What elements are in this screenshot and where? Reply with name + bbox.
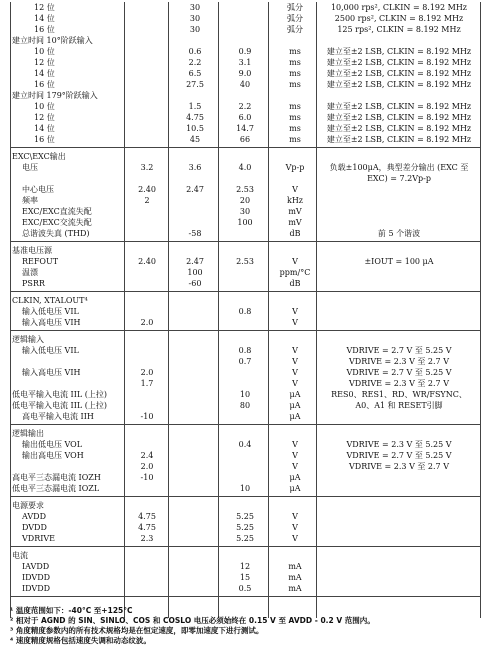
max-value: 0.4 <box>238 440 252 449</box>
test-condition: RES0、RES1、RD、WR/FSYNC、 <box>331 390 467 399</box>
max-value: 4.0 <box>238 163 252 172</box>
table-row <box>0 522 483 533</box>
table-row <box>0 13 483 24</box>
table-row <box>0 472 483 483</box>
param-label: 16 位 <box>34 80 55 89</box>
param-label: PSRR <box>22 279 45 288</box>
max-value: 2.2 <box>238 102 252 111</box>
unit: mV <box>288 218 302 227</box>
unit: ms <box>289 135 301 144</box>
max-value: 5.25 <box>236 523 254 532</box>
min-value: 2.3 <box>140 534 154 543</box>
max-value: 0.9 <box>238 47 252 56</box>
typ-value: 2.47 <box>186 185 204 194</box>
param-label: REFOUT <box>22 257 59 266</box>
min-value: 1.7 <box>140 379 154 388</box>
unit: ms <box>289 102 301 111</box>
param-label: 12 位 <box>34 113 55 122</box>
param-label: 输入高电压 VIH <box>22 368 81 377</box>
unit: V <box>292 307 298 316</box>
unit: 弧分 <box>287 14 303 23</box>
footnote: ³ 角度精度参数内的所有技术规格均是在恒定速度，即零加速度下进行测试。 <box>10 626 264 635</box>
table-row <box>0 389 483 400</box>
max-value: 14.7 <box>236 124 254 133</box>
section-rule <box>10 241 480 242</box>
section-rule <box>10 147 480 148</box>
min-value: 3.2 <box>140 163 154 172</box>
typ-value: 30 <box>189 3 201 12</box>
footnote: ² 相对于 AGND 的 SIN、SINLO、COS 和 COSLO 电压必须始终在 0.15 V 至 AVDD - 0.2 V 范围内。 <box>10 616 375 625</box>
typ-value: 100 <box>187 268 203 277</box>
unit: V <box>292 257 298 266</box>
max-value: 9.0 <box>238 69 252 78</box>
unit: dB <box>289 279 301 288</box>
param-label: 频率 <box>22 196 38 205</box>
unit: μA <box>289 412 301 421</box>
table-row <box>0 483 483 494</box>
footnote: ¹ 温度范围如下：-40°C 至+125°C <box>10 606 133 615</box>
param-label: 14 位 <box>34 124 55 133</box>
table-row <box>0 572 483 583</box>
param-label: DVDD <box>22 523 47 532</box>
param-label: 总谐波失真 (THD) <box>22 229 90 238</box>
table-row <box>0 533 483 544</box>
max-value: 0.8 <box>238 346 252 355</box>
table-row <box>0 378 483 389</box>
param-label: IDVDD <box>22 573 51 582</box>
param-label: EXC\EXC输出 <box>12 152 66 161</box>
test-condition: 建立至±2 LSB, CLKIN = 8.192 MHz <box>326 58 472 67</box>
table-row <box>0 245 483 256</box>
section-rule <box>10 330 480 331</box>
param-label: 逻辑输入 <box>12 335 44 344</box>
param-label: 高电平输入电流 IIH <box>22 412 94 421</box>
param-label: 14 位 <box>34 14 55 23</box>
param-label: IAVDD <box>22 562 50 571</box>
unit: ms <box>289 69 301 78</box>
max-value: 5.25 <box>236 534 254 543</box>
test-condition: 建立至±2 LSB, CLKIN = 8.192 MHz <box>326 124 472 133</box>
typ-value: 3.6 <box>188 163 202 172</box>
test-condition: 建立至±2 LSB, CLKIN = 8.192 MHz <box>326 69 472 78</box>
min-value: 2.0 <box>140 318 154 327</box>
section-rule <box>10 424 480 425</box>
min-value: 2.4 <box>140 451 154 460</box>
typ-value: 45 <box>189 135 201 144</box>
table-row <box>0 411 483 422</box>
test-condition: VDRIVE = 2.3 V 至 2.7 V <box>349 379 449 388</box>
param-label: 输出低电压 VOL <box>22 440 83 449</box>
table-row <box>0 500 483 511</box>
unit: ppm/°C <box>279 268 311 277</box>
unit: 弧分 <box>287 3 303 12</box>
table-row <box>0 173 483 184</box>
max-value: 12 <box>239 562 251 571</box>
typ-value: 2.47 <box>186 257 204 266</box>
param-label: 电源要求 <box>12 501 44 510</box>
param-label: 基准电压源 <box>12 246 52 255</box>
table-row <box>0 439 483 450</box>
unit: V <box>292 451 298 460</box>
typ-value: 30 <box>189 25 201 34</box>
unit: mA <box>288 573 302 582</box>
typ-value: 30 <box>189 14 201 23</box>
table-row <box>0 2 483 13</box>
param-label: EXC/EXC直流失配 <box>22 207 92 216</box>
test-condition: 建立至±2 LSB, CLKIN = 8.192 MHz <box>326 102 472 111</box>
unit: V <box>292 357 298 366</box>
table-row <box>0 134 483 145</box>
max-value: 66 <box>239 135 251 144</box>
table-row <box>0 101 483 112</box>
param-label: AVDD <box>22 512 46 521</box>
param-label: 低电平三态漏电流 IOZL <box>12 484 100 493</box>
param-label: 建立时间 10°阶跃输入 <box>12 36 93 45</box>
unit: V <box>292 523 298 532</box>
param-label: 14 位 <box>34 69 55 78</box>
test-condition: 125 rps², CLKIN = 8.192 MHz <box>337 25 461 34</box>
unit: V <box>292 185 298 194</box>
test-condition: VDRIVE = 2.7 V 至 5.25 V <box>346 346 452 355</box>
table-row <box>0 151 483 162</box>
param-label: 输出高电压 VOH <box>22 451 84 460</box>
max-value: 30 <box>239 207 251 216</box>
param-label: 电流 <box>12 551 28 560</box>
unit: ms <box>289 124 301 133</box>
unit: ms <box>289 113 301 122</box>
table-row <box>0 162 483 173</box>
unit: 弧分 <box>287 25 303 34</box>
typ-value: 6.5 <box>188 69 202 78</box>
param-label: CLKIN, XTALOUT⁴ <box>12 296 88 305</box>
test-condition: 2500 rps², CLKIN = 8.192 MHz <box>334 14 464 23</box>
param-label: 16 位 <box>34 135 55 144</box>
table-row <box>0 583 483 594</box>
test-condition: VDRIVE = 2.3 V 至 5.25 V <box>346 440 452 449</box>
param-label: 12 位 <box>34 58 55 67</box>
table-row <box>0 334 483 345</box>
unit: V <box>292 512 298 521</box>
unit: kHz <box>286 196 304 205</box>
min-value: 4.75 <box>138 512 156 521</box>
unit: mA <box>288 584 302 593</box>
min-value: 2 <box>144 196 150 205</box>
param-label: 建立时间 179°阶跃输入 <box>12 91 98 100</box>
param-label: 输入低电压 VIL <box>22 307 79 316</box>
max-value: 10 <box>239 390 251 399</box>
max-value: 20 <box>239 196 251 205</box>
table-row <box>0 217 483 228</box>
param-label: IDVDD <box>22 584 51 593</box>
unit: dB <box>289 229 301 238</box>
typ-value: 1.5 <box>188 102 202 111</box>
table-row <box>0 400 483 411</box>
table-row <box>0 278 483 289</box>
table-row <box>0 112 483 123</box>
min-value: -10 <box>140 412 154 421</box>
min-value: 4.75 <box>138 523 156 532</box>
typ-value: -60 <box>188 279 202 288</box>
test-condition: VDRIVE = 2.7 V 至 5.25 V <box>346 451 452 460</box>
table-row <box>0 511 483 522</box>
unit: μA <box>289 484 301 493</box>
table-row <box>0 46 483 57</box>
table-row <box>0 195 483 206</box>
table-row <box>0 428 483 439</box>
table-row <box>0 461 483 472</box>
table-row <box>0 267 483 278</box>
max-value: 0.8 <box>238 307 252 316</box>
table-row <box>0 184 483 195</box>
footnote: ⁴ 速度精度规格包括速度失调和动态纹波。 <box>10 636 151 645</box>
table-row <box>0 356 483 367</box>
param-label: 10 位 <box>34 47 55 56</box>
table-row <box>0 123 483 134</box>
param-label: VDRIVE <box>22 534 55 543</box>
param-label: 12 位 <box>34 3 55 12</box>
typ-value: 2.2 <box>188 58 202 67</box>
param-label: 低电平输入电流 IIL (上拉) <box>12 390 107 399</box>
table-row <box>0 79 483 90</box>
param-label: 10 位 <box>34 102 55 111</box>
test-condition: VDRIVE = 2.3 V 至 2.7 V <box>349 462 449 471</box>
table-row <box>0 295 483 306</box>
unit: ms <box>289 58 301 67</box>
min-value: -10 <box>140 473 154 482</box>
test-condition: 10,000 rps², CLKIN = 8.192 MHz <box>330 3 468 12</box>
max-value: 10 <box>239 484 251 493</box>
table-row <box>0 306 483 317</box>
section-rule <box>10 496 480 497</box>
param-label: 输入高电压 VIH <box>22 318 81 327</box>
param-label: EXC/EXC交流失配 <box>22 218 92 227</box>
param-label: 电压 <box>22 163 38 172</box>
param-label: 低电平输入电流 IIL (上拉) <box>12 401 107 410</box>
table-row <box>0 206 483 217</box>
test-condition: ±IOUT = 100 μA <box>364 257 434 266</box>
max-value: 3.1 <box>238 58 252 67</box>
table-row <box>0 68 483 79</box>
max-value: 2.53 <box>236 185 254 194</box>
test-condition: 建立至±2 LSB, CLKIN = 8.192 MHz <box>326 135 472 144</box>
section-rule <box>10 291 480 292</box>
param-label: 温漂 <box>22 268 38 277</box>
test-condition: 前 5 个谐波 <box>377 229 421 238</box>
typ-value: 4.75 <box>186 113 204 122</box>
unit: V <box>292 534 298 543</box>
min-value: 2.0 <box>140 462 154 471</box>
max-value: 6.0 <box>238 113 252 122</box>
max-value: 15 <box>239 573 251 582</box>
section-rule <box>10 596 480 597</box>
min-value: 2.0 <box>140 368 154 377</box>
typ-value: 10.5 <box>186 124 204 133</box>
param-label: 高电平三态漏电流 IOZH <box>12 473 101 482</box>
test-condition: EXC) = 7.2Vp-p <box>367 174 431 183</box>
table-row <box>0 24 483 35</box>
max-value: 100 <box>237 218 253 227</box>
max-value: 2.53 <box>236 257 254 266</box>
param-label: 中心电压 <box>22 185 54 194</box>
typ-value: 0.6 <box>188 47 202 56</box>
table-row <box>0 317 483 328</box>
test-condition: VDRIVE = 2.3 V 至 2.7 V <box>349 357 449 366</box>
max-value: 40 <box>239 80 251 89</box>
unit: V <box>292 368 298 377</box>
unit: mV <box>288 207 302 216</box>
typ-value: -58 <box>188 229 202 238</box>
table-row <box>0 90 483 101</box>
max-value: 5.25 <box>236 512 254 521</box>
table-row <box>0 35 483 46</box>
unit: V <box>292 379 298 388</box>
param-label: 16 位 <box>34 25 55 34</box>
param-label: 逻辑输出 <box>12 429 44 438</box>
test-condition: VDRIVE = 2.7 V 至 5.25 V <box>346 368 452 377</box>
table-row <box>0 57 483 68</box>
max-value: 0.5 <box>238 584 252 593</box>
unit: V <box>292 318 298 327</box>
table-row <box>0 345 483 356</box>
max-value: 0.7 <box>238 357 252 366</box>
test-condition: 建立至±2 LSB, CLKIN = 8.192 MHz <box>326 47 472 56</box>
table-row <box>0 561 483 572</box>
unit: Vp-p <box>285 163 305 172</box>
unit: mA <box>288 562 302 571</box>
unit: V <box>292 440 298 449</box>
unit: μA <box>289 473 301 482</box>
typ-value: 27.5 <box>186 80 204 89</box>
unit: μA <box>289 401 301 410</box>
table-row <box>0 550 483 561</box>
test-condition: 建立至±2 LSB, CLKIN = 8.192 MHz <box>326 80 472 89</box>
table-row <box>0 256 483 267</box>
max-value: 80 <box>239 401 251 410</box>
unit: ms <box>289 80 301 89</box>
test-condition: 建立至±2 LSB, CLKIN = 8.192 MHz <box>326 113 472 122</box>
min-value: 2.40 <box>138 257 156 266</box>
table-row <box>0 367 483 378</box>
min-value: 2.40 <box>138 185 156 194</box>
test-condition: A0、A1 和 RESET引脚 <box>355 401 443 410</box>
param-label: 输入低电压 VIL <box>22 346 79 355</box>
unit: μA <box>289 390 301 399</box>
test-condition: 负载±100μA，典型差分输出 (EXC 至 <box>329 163 469 172</box>
unit: ms <box>289 47 301 56</box>
unit: V <box>292 462 298 471</box>
unit: V <box>292 346 298 355</box>
table-row <box>0 450 483 461</box>
table-row <box>0 228 483 239</box>
section-rule <box>10 546 480 547</box>
